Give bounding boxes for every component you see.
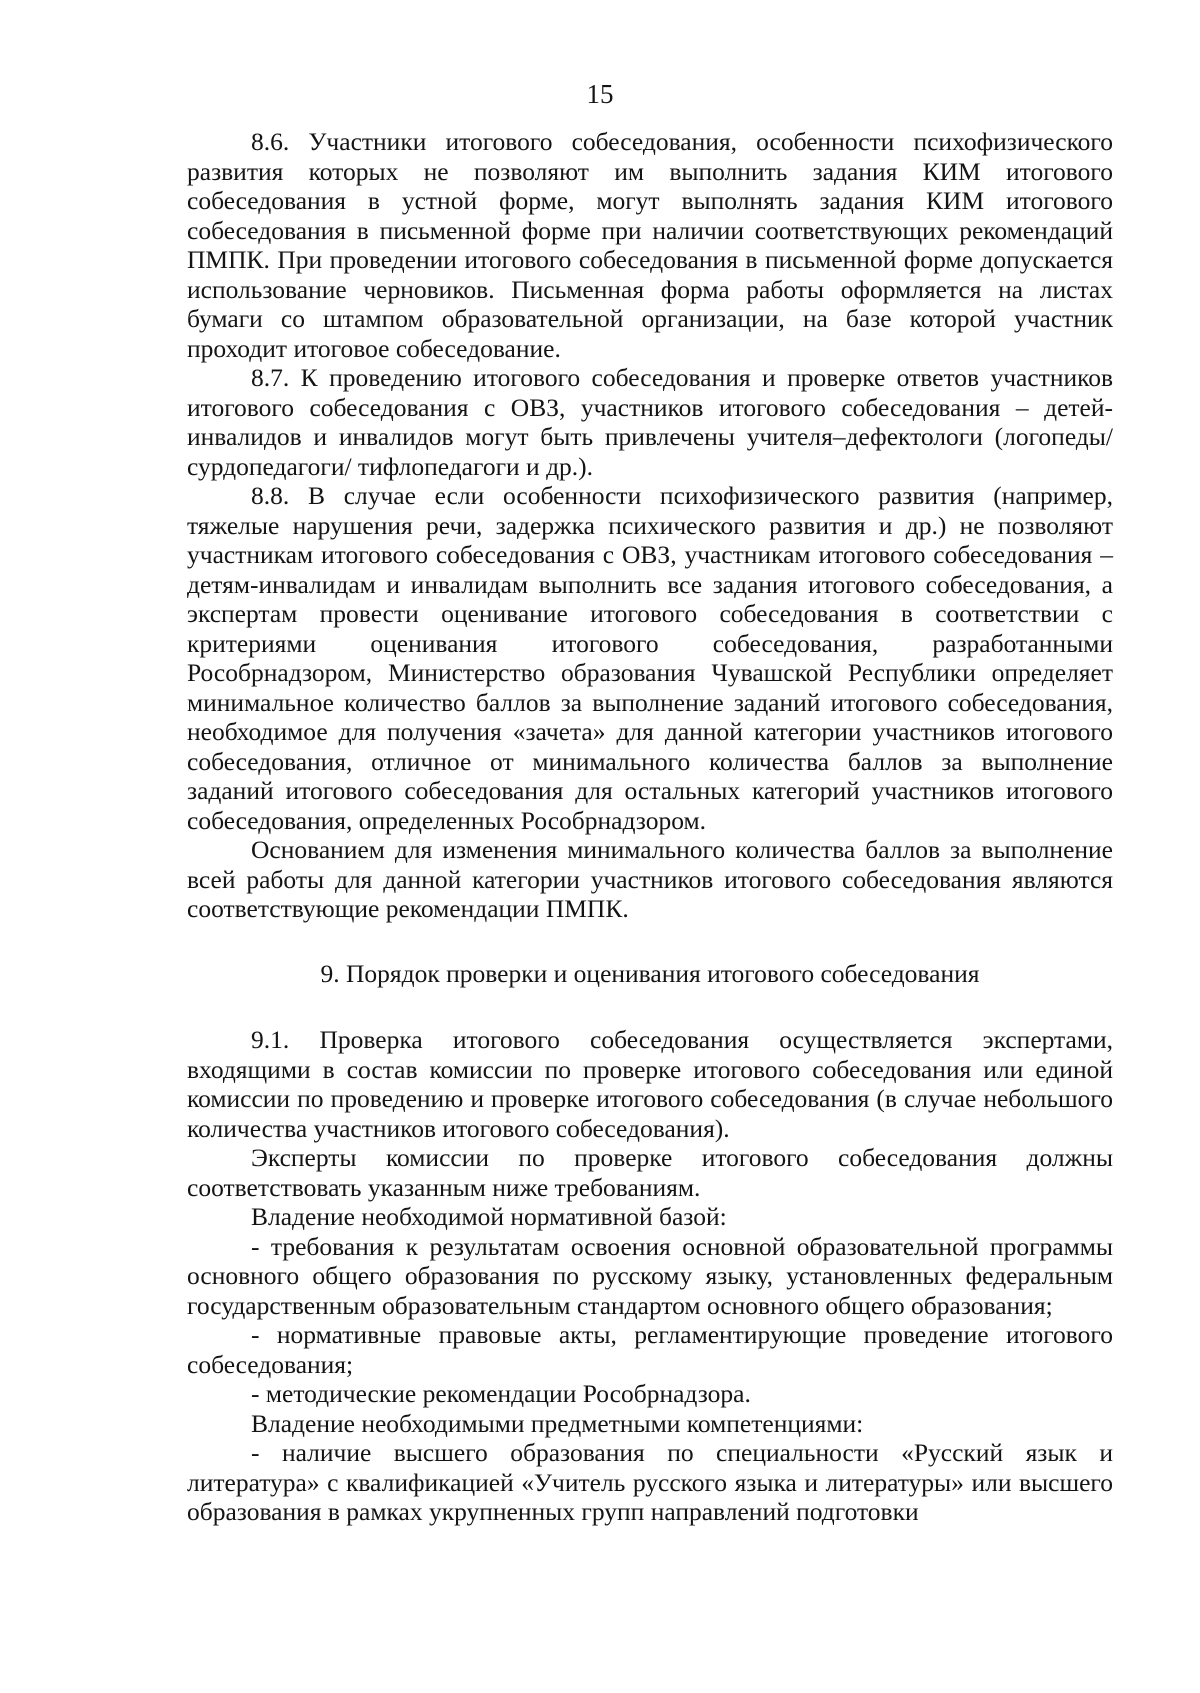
- paragraph-8-8-continuation: Основанием для изменения минимального количества баллов за выполнение всей работы для данной категории участников итогового собеседования являются соответствующие рекомендации ПМПК.: [187, 835, 1113, 923]
- paragraph-8-6: 8.6. Участники итогового собеседования, особенности психофизического развития которых не позволяют им выполнить задания КИМ итогового собеседования в устной форме, могут выполнять задания КИМ итогового собеседования в письменной форме при наличии соответствующих рекомендаций ПМПК. При проведении итогового собеседования в письменной форме допускается использование черновиков. Письменная форма работы оформляется на листах бумаги со штампом образовательной организации, на базе которой участник проходит итоговое собеседование.: [187, 127, 1113, 363]
- paragraph-normative-base: Владение необходимой нормативной базой:: [251, 1202, 727, 1231]
- list-item-normative-acts: - нормативные правовые акты, регламентирующие проведение итогового собеседования;: [187, 1320, 1113, 1379]
- document-body: [187, 127, 1113, 1527]
- list-item-requirements-results: - требования к результатам освоения основной образовательной программы основного общего образования по русскому языку, установленных федеральным государственным образовательным стандартом основного общего образования;: [187, 1231, 1113, 1320]
- paragraph-8-7: 8.7. К проведению итогового собеседования и проверке ответов участников итогового собеседования с ОВЗ, участников итогового собеседования – детей-инвалидов и инвалидов могут быть привлечены учителя–дефектологи (логопеды/сурдопедагоги/ тифлопедагоги и др.).: [187, 363, 1113, 481]
- paragraph-9-1: 9.1. Проверка итогового собеседования осуществляется экспертами, входящими в состав комиссии по проверке итогового собеседования или единой комиссии по проведению и проверке итогового собеседования (в случае небольшого количества участников итогового собеседования).: [187, 1025, 1113, 1143]
- list-item-higher-education: - наличие высшего образования по специальности «Русский язык и литература» с квалификацией «Учитель русского языка и литературы» или высшего образования в рамках укрупненных групп направлений подготовки: [187, 1438, 1113, 1526]
- paragraph-subject-competencies: Владение необходимыми предметными компетенциями:: [251, 1408, 864, 1438]
- list-item-methodical-recommendations: - методические рекомендации Рособрнадзора.: [251, 1379, 751, 1408]
- page-number: 15: [586, 79, 614, 109]
- paragraph-8-8: 8.8. В случае если особенности психофизического развития (например, тяжелые нарушения речи, задержка психического развития и др.) не позволяют участникам итогового собеседования с ОВЗ, участникам итогового собеседования – детям-инвалидам и инвалидам выполнить все задания итогового собеседования, а экспертам провести оценивание итогового собеседования в соответствии с критериями оценивания итогового собеседования, разработанными Рособрнадзором, Министерство образования Чувашской Республики определяет минимальное количество баллов за выполнение заданий итогового собеседования, необходимое для получения «зачета» для данной категории участников итогового собеседования, отличное от минимального количества баллов за выполнение заданий итогового собеседования для остальных категорий участников итогового собеседования, определенных Рособрнадзором.: [187, 481, 1113, 835]
- section-heading: 9. Порядок проверки и оценивания итогового собеседования: [320, 958, 980, 988]
- paragraph-experts-requirements: Эксперты комиссии по проверке итогового собеседования должны соответствовать указанным ниже требованиям.: [187, 1143, 1113, 1202]
